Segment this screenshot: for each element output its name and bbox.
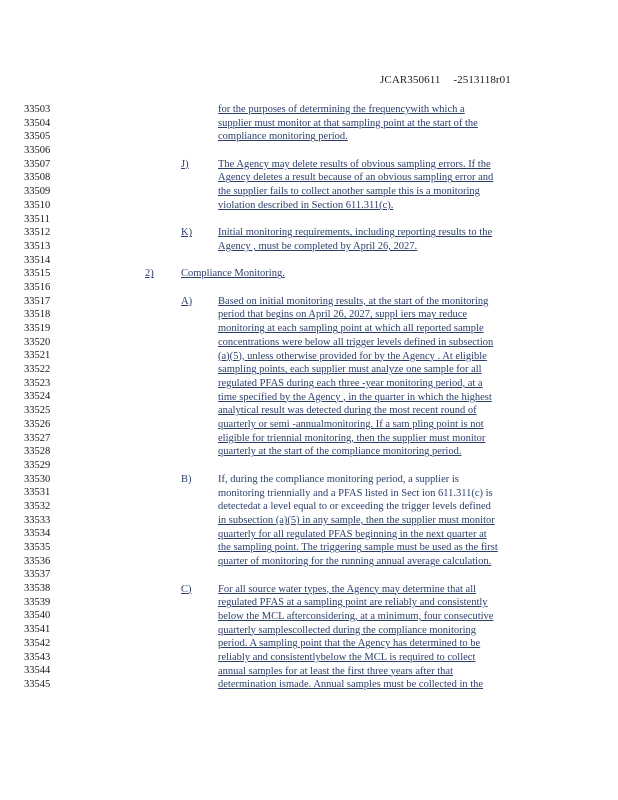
text-line: supplier must monitor at that sampling point at the start of the	[218, 117, 478, 129]
line-number: 33516	[24, 281, 51, 293]
text-line: compliance monitoring period.	[218, 131, 348, 143]
line-number: 33521	[24, 350, 51, 362]
revision-id: -2513118r01	[453, 74, 511, 86]
page-header	[380, 74, 511, 86]
text-line: regulated PFAS during each three -year monitoring period, at a	[218, 377, 483, 389]
line-number: 33517	[24, 295, 51, 307]
text-line: For all source water types, the Agency may determine that all	[218, 583, 477, 595]
line-number: 33526	[24, 418, 51, 430]
text-line: violation described in Section 611.311(c).	[218, 199, 394, 211]
line-number: 33533	[24, 514, 51, 526]
line-number: 33525	[24, 405, 51, 417]
line-number: 33520	[24, 336, 51, 348]
line-number: 33544	[24, 665, 51, 677]
item-c-paragraph	[218, 583, 540, 693]
item-k-paragraph	[218, 226, 540, 253]
line-number: 33505	[24, 131, 51, 143]
line-number: 33523	[24, 377, 51, 389]
item-b-paragraph	[218, 473, 540, 569]
item-label-a: A)	[181, 295, 193, 307]
line-number: 33532	[24, 500, 51, 512]
text-line: Agency , must be completed by April 26, 2027.	[218, 240, 418, 252]
text-line: quarterly samplescollected during the compliance monitoring	[218, 624, 477, 636]
line-number: 33512	[24, 227, 51, 239]
line-number: 33507	[24, 158, 51, 170]
line-number: 33530	[24, 473, 51, 485]
text-line: sampling points, each supplier must analyze one sample for all	[218, 364, 482, 376]
text-line: detectedat a level equal to or exceeding the trigger levels defined	[218, 501, 491, 513]
text-line: reliably and consistentlybelow the MCL is required to collect	[218, 651, 476, 663]
line-number: 33539	[24, 596, 51, 608]
text-line: Agency deletes a result because of an obvious sampling error and	[218, 172, 494, 184]
text-line: for the purposes of determining the frequencywith which a	[218, 104, 465, 115]
line-number: 33510	[24, 199, 51, 211]
text-line: time specified by the Agency , in the quarter in which the highest	[218, 391, 492, 403]
text-line: If, during the compliance monitoring period, a supplier is	[218, 473, 459, 485]
line-number: 33538	[24, 583, 51, 595]
text-line: quarter of monitoring for the running annual average calculation.	[218, 556, 492, 568]
line-number: 33515	[24, 268, 51, 280]
text-line: the sampling point. The triggering sample must be used as the first	[218, 542, 498, 554]
text-line: quarterly for all regulated PFAS beginning in the next quarter at	[218, 528, 487, 540]
text-line: quarterly or semi -annualmonitoring. If a sam pling point is not	[218, 418, 484, 430]
text-line: regulated PFAS at a sampling point are reliably and consistently	[218, 597, 488, 609]
text-line: The Agency may delete results of obvious sampling errors. If the	[218, 158, 491, 170]
line-number: 33540	[24, 610, 51, 622]
line-number: 33504	[24, 117, 51, 129]
text-line: in subsection (a)(5) in any sample, then the supplier must monitor	[218, 514, 495, 526]
line-number: 33528	[24, 446, 51, 458]
line-number: 33513	[24, 240, 51, 252]
text-line: eligible for triennial monitoring, then the supplier must monitor	[218, 432, 486, 444]
line-number: 33518	[24, 309, 51, 321]
text-line: period. A sampling point that the Agency has determined to be	[218, 638, 481, 650]
line-number: 33541	[24, 624, 51, 636]
section-label-2: 2)	[145, 268, 154, 280]
text-line: Based on initial monitoring results, at the start of the monitoring	[218, 295, 489, 307]
line-number: 33503	[24, 104, 51, 115]
text-line: below the MCL afterconsidering, at a minimum, four consecutive	[218, 610, 494, 622]
line-number: 33514	[24, 254, 51, 266]
line-number: 33522	[24, 364, 51, 376]
line-number: 33542	[24, 637, 51, 649]
line-number: 33529	[24, 459, 51, 471]
text-line: annual samples for at least the first three years after that	[218, 665, 453, 677]
text-line: concentrations were below all trigger levels defined in subsection	[218, 336, 494, 348]
section-title-compliance-monitoring: Compliance Monitoring.	[181, 268, 285, 280]
item-a-paragraph	[218, 295, 540, 459]
line-number: 33506	[24, 145, 51, 157]
line-number: 33534	[24, 528, 51, 540]
line-number: 33511	[24, 213, 50, 225]
text-line: monitoring triennially and a PFAS listed in Sect ion 611.311(c) is	[218, 487, 493, 499]
text-line: analytical result was detected during the most recent round of	[218, 405, 477, 417]
line-number: 33519	[24, 323, 51, 334]
item-label-j: J)	[181, 158, 189, 170]
item-label-b: B)	[181, 473, 192, 485]
line-number: 33536	[24, 555, 51, 567]
text-line: the supplier fails to collect another sample this is a monitoring	[218, 186, 480, 198]
text-line: determination ismade. Annual samples must be collected in the	[218, 679, 484, 691]
item-label-c: C)	[181, 583, 192, 595]
line-number: 33531	[24, 487, 51, 499]
line-number: 33527	[24, 432, 51, 444]
document-id: JCAR350611	[380, 74, 441, 86]
text-line: monitoring at each sampling point at which all reported sample	[218, 323, 484, 335]
item-j-paragraph	[218, 158, 540, 213]
line-number: 33535	[24, 542, 51, 553]
line-number: 33545	[24, 678, 51, 690]
text-line: Initial monitoring requirements, including reporting results to the	[218, 227, 493, 239]
text-line: period that begins on April 26, 2027, suppl iers may reduce	[218, 309, 468, 321]
text-line: quarterly at the start of the compliance monitoring period.	[218, 446, 462, 458]
line-number: 33537	[24, 569, 51, 581]
line-number: 33508	[24, 172, 51, 184]
line-number: 33543	[24, 651, 51, 663]
continuation-paragraph	[218, 103, 540, 144]
line-number: 33509	[24, 186, 51, 198]
line-number: 33524	[24, 391, 51, 403]
item-label-k: K)	[181, 227, 193, 239]
text-line: (a)(5), unless otherwise provided for by the Agency . At eligible	[218, 350, 487, 362]
line-number-column	[24, 103, 50, 692]
